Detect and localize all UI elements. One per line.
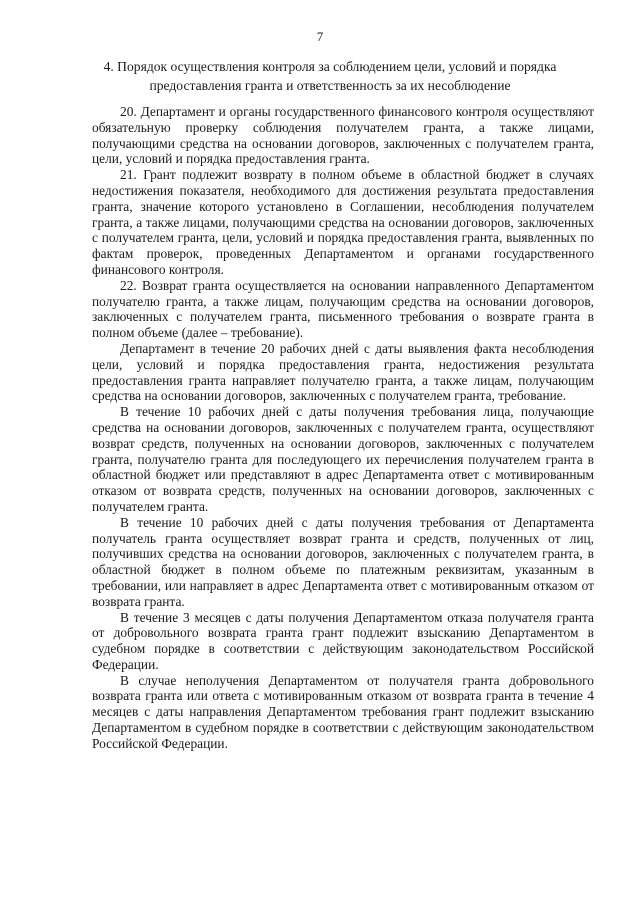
- page-number: 7: [316, 29, 324, 44]
- section-heading: 4. Порядок осуществления контроля за соблюдением цели, условий и порядка предоставления гранта и ответственность за их несоблюдение: [103, 59, 557, 93]
- paragraph-court-recovery: В течение 3 месяцев с даты получения Департаментом отказа получателя гранта от добровольного возврата гранта грант подлежит взысканию Департаментом в судебном порядке в соответствии с действующим законодательством Российской Федерации.: [92, 609, 594, 672]
- document-body: [92, 104, 594, 752]
- paragraph-non-receipt: В случае неполучения Департаментом от получателя гранта добровольного возврата гранта или ответа с мотивированным отказом от возврата гранта в течение 4 месяцев с даты направления Департаментом требования грант подлежит взысканию Департаментом в судебном порядке в соответствии с действующим законодательством Российской Федерации.: [92, 672, 594, 751]
- paragraph-21: 21. Грант подлежит возврату в полном объеме в областной бюджет в случаях недостижения показателя, необходимого для достижения результата предоставления гранта, значение которого установлено в Соглашении, несоблюдения получателем гранта, а также лицами, получающими средства на основании договоров, заключенных с получателем гранта, цели, условий и порядка предоставления гранта, выявленных по фактам проверок, проведенных Департаментом и органами государственного финансового контроля.: [92, 167, 594, 277]
- paragraph-third-party-return: В течение 10 рабочих дней с даты получения требования лица, получающие средства на основании договоров, заключенных с получателем гранта, осуществляют возврат средств, полученных на основании договоров, заключенных с получателем гранта, получателю гранта для последующего их перечисления получателем гранта в областной бюджет или представляют в адрес Департамента ответ с мотивированным отказом от возврата средств, полученных на основании договоров, заключенных с получателем гранта.: [92, 404, 594, 514]
- paragraph-22: 22. Возврат гранта осуществляется на основании направленного Департаментом получателю гранта, а также лицам, получающим средства на основании договоров, заключенных с получателем гранта, письменного требования о возврате гранта в полном объеме (далее – требование).: [92, 277, 594, 341]
- paragraph-recipient-return: В течение 10 рабочих дней с даты получения требования от Департамента получатель гранта осуществляет возврат гранта и средств, полученных от лиц, получивших средства на основании договоров, заключенных с получателем гранта, в областной бюджет в полном объеме по платежным реквизитам, указанным в требовании, или направляет в адрес Департамента ответ с мотивированным отказом от возврата гранта.: [92, 514, 594, 609]
- paragraph-20: 20. Департамент и органы государственного финансового контроля осуществляют обязательную проверку соблюдения получателем гранта, а также лицами, получающими средства на основании договоров, заключенных с получателем гранта, цели, условий и порядка предоставления гранта.: [92, 104, 594, 167]
- paragraph-department-notice: Департамент в течение 20 рабочих дней с даты выявления факта несоблюдения цели, условий и порядка предоставления гранта, недостижения результата предоставления гранта направляет получателю гранта, а также лицам, получающим средства на основании договоров, заключенных с получателем гранта, требование.: [92, 340, 594, 404]
